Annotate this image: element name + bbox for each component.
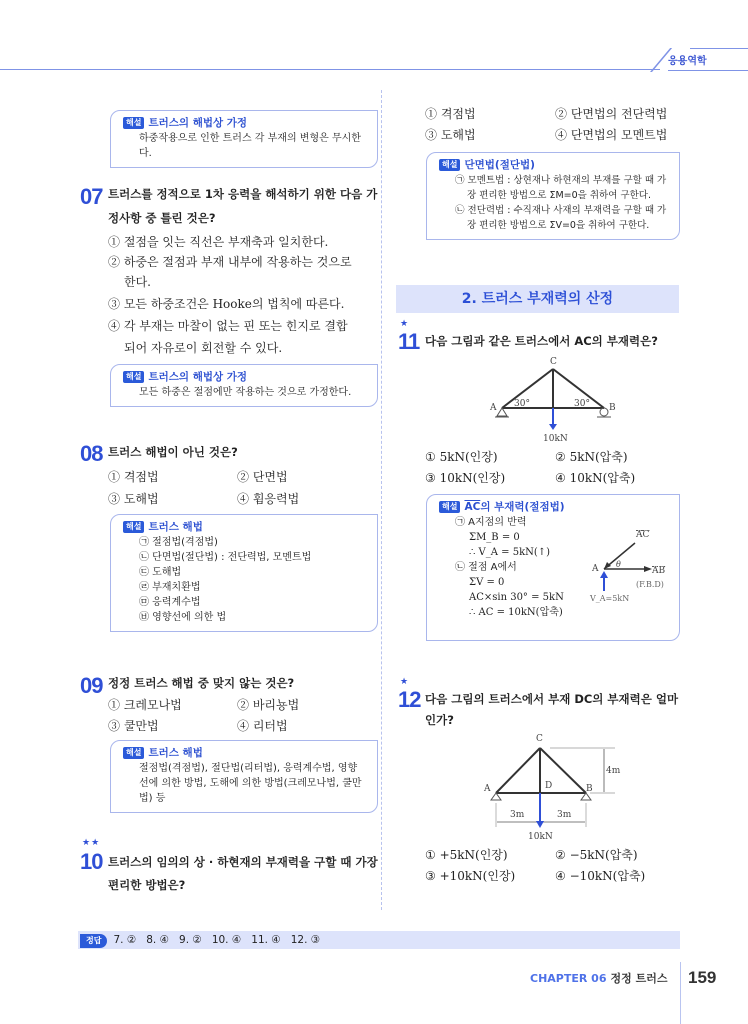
solution-title: 의 부재력(절점법)	[480, 501, 565, 513]
solution-item: ㉥ 영향선에 의한 법	[139, 612, 227, 623]
option-11-3[interactable]: ③ 10kN(인장)	[425, 471, 506, 485]
question-09-text: 정정 트러스 해법 중 맞지 않는 것은?	[108, 676, 295, 690]
option-12-2[interactable]: ② −5kN(압축)	[555, 848, 638, 862]
solution-line: ∴ V_A = 5kN(↑)	[469, 547, 551, 558]
solution-title: 트러스 해법	[148, 521, 203, 533]
truss-figure-11	[470, 350, 640, 445]
option-11-1[interactable]: ① 5kN(인장)	[425, 450, 498, 464]
option-09-4[interactable]: ④ 리터법	[237, 719, 288, 733]
option-07-1[interactable]: ① 절점을 잇는 직선은 부재축과 일치한다.	[108, 235, 329, 249]
option-07-2[interactable]: ② 하중은 절점과 부재 내부에 작용하는 것으로	[108, 255, 352, 269]
solution-item: ㉣ 부재치환법	[139, 582, 201, 593]
fbd-label: (F.B.D)	[636, 580, 664, 589]
solution-line: AC×sin 30° = 5kN	[469, 592, 564, 603]
header-rule	[0, 69, 660, 70]
label-c: C	[550, 357, 557, 367]
label-b: B	[609, 403, 616, 413]
section-heading: 2. 트러스 부재력의 산정	[396, 285, 679, 313]
solution-body: 모든 하중은 절점에만 작용하는 것으로 가정한다.	[139, 387, 352, 398]
solution-badge: 해설	[123, 747, 144, 759]
solution-line: 장 편리한 방법으로 ΣM=0을 취하여 구한다.	[467, 190, 651, 201]
solution-line: ㉡ 절점 A에서	[455, 562, 517, 573]
question-12-line1: 다음 그림의 트러스에서 부재 DC의 부재력은 얼마	[425, 692, 679, 706]
fbd-ab: AB	[652, 566, 666, 576]
question-number-11: 11	[398, 329, 420, 354]
question-number-08: 08	[80, 441, 103, 466]
solution-badge: 해설	[123, 117, 144, 129]
solution-line: ㉡ 전단력법 : 수직재나 사재의 부재력을 구할 때 가	[455, 205, 667, 216]
solution-line: ㉠ A지점의 반력	[455, 517, 527, 528]
option-12-1[interactable]: ① +5kN(인장)	[425, 848, 508, 862]
load-label: 10kN	[528, 832, 553, 842]
option-07-3[interactable]: ③ 모든 하중조건은 Hooke의 법칙에 따른다.	[108, 297, 345, 311]
option-09-1[interactable]: ① 크레모나법	[108, 698, 182, 712]
header-rule-top	[690, 48, 748, 49]
option-11-4[interactable]: ④ 10kN(압축)	[555, 471, 636, 485]
solution-badge: 해설	[439, 159, 460, 171]
difficulty-stars-10: ★★	[82, 838, 101, 848]
footer-chapter	[530, 970, 667, 986]
solution-item: ㉡ 단면법(절단법) : 전단력법, 모멘트법	[139, 552, 312, 563]
option-07-4[interactable]: ④ 각 부재는 마찰이 없는 핀 또는 힌지로 결합	[108, 319, 348, 333]
page-number: 159	[688, 968, 717, 987]
option-12-4[interactable]: ④ −10kN(압축)	[555, 869, 646, 883]
footer-separator	[680, 962, 681, 1024]
angle-b: 30°	[574, 399, 590, 409]
solution-body: 하중작용으로 인한 트러스 각 부재의 변형은 무시한다.	[139, 133, 361, 159]
label-c: C	[536, 734, 543, 744]
solution-box-06	[110, 110, 378, 168]
solution-item: ㉠ 절점법(격점법)	[139, 537, 218, 548]
solution-box-08	[110, 514, 378, 632]
question-10-line2: 편리한 방법은?	[108, 878, 186, 892]
solution-line: 법) 등	[139, 793, 166, 804]
answer-badge: 정답	[80, 934, 107, 948]
solution-line: ΣV = 0	[469, 577, 505, 588]
difficulty-stars-11: ★	[400, 319, 410, 329]
height-label: 4m	[606, 766, 621, 776]
question-07-line2: 정사항 중 틀린 것은?	[108, 211, 216, 225]
question-11-text: 다음 그림과 같은 트러스에서 AC의 부재력은?	[425, 334, 658, 348]
option-10-2[interactable]: ② 단면법의 전단력법	[555, 107, 668, 121]
solution-box-10	[426, 152, 680, 240]
question-number-10: 10	[80, 849, 103, 874]
subject-label: 응용역학	[668, 56, 707, 67]
solution-box-09	[110, 740, 378, 813]
angle-a: 30°	[514, 399, 530, 409]
question-07-line1: 트러스를 정적으로 1차 응력을 해석하기 위한 다음 가	[108, 187, 378, 201]
question-12-line2: 인가?	[425, 713, 454, 727]
fbd-theta: θ	[616, 560, 621, 569]
fbd-ac: AC	[636, 530, 650, 540]
option-08-2[interactable]: ② 단면법	[237, 470, 288, 484]
option-09-3[interactable]: ③ 쿨만법	[108, 719, 159, 733]
option-09-2[interactable]: ② 바리뇽법	[237, 698, 300, 712]
option-12-3[interactable]: ③ +10kN(인장)	[425, 869, 516, 883]
solution-item: ㉤ 응력계수법	[139, 597, 201, 608]
question-number-09: 09	[80, 673, 103, 698]
solution-title: 트러스 해법	[148, 747, 203, 759]
option-08-3[interactable]: ③ 도해법	[108, 492, 159, 506]
solution-line: 장 편리한 방법으로 ΣV=0을 취하여 구한다.	[467, 220, 650, 231]
column-separator	[381, 90, 382, 910]
question-08-text: 트러스 해법이 아닌 것은?	[108, 445, 238, 459]
solution-line: 절점법(격점법), 절단법(리터법), 응력계수법, 영향	[139, 763, 358, 774]
label-b: B	[586, 784, 593, 794]
difficulty-stars-12: ★	[400, 677, 410, 687]
solution-badge: 해설	[123, 371, 144, 383]
solution-line: ㉠ 모멘트법 : 상현재나 하현재의 부재를 구할 때 가	[455, 175, 667, 186]
label-d: D	[545, 781, 553, 791]
option-07-2-cont: 한다.	[124, 275, 151, 289]
fbd-va: V_A=5kN	[590, 594, 630, 603]
question-10-line1: 트러스의 임의의 상 · 하현재의 부재력을 구할 때 가장	[108, 855, 378, 869]
question-number-12: 12	[398, 687, 421, 712]
option-07-4-cont: 되어 자유로이 회전할 수 있다.	[124, 341, 283, 355]
span2-label: 3m	[557, 810, 572, 820]
option-08-1[interactable]: ① 격점법	[108, 470, 159, 484]
option-10-4[interactable]: ④ 단면법의 모멘트법	[555, 128, 668, 142]
solution-line: 선에 의한 방법, 도해에 의한 방법(크레모나법, 쿨만	[139, 778, 362, 789]
answer-key-text: 7. ② 8. ④ 9. ② 10. ④ 11. ④ 12. ③	[113, 934, 321, 946]
option-10-3[interactable]: ③ 도해법	[425, 128, 476, 142]
answer-key-bar	[78, 931, 680, 949]
option-10-1[interactable]: ① 격점법	[425, 107, 476, 121]
load-label: 10kN	[543, 434, 568, 444]
free-body-diagram	[580, 515, 675, 610]
solution-box-07	[110, 364, 378, 407]
solution-title: 트러스의 해법상 가정	[148, 371, 248, 383]
solution-item: ㉢ 도해법	[139, 567, 182, 578]
solution-line: ∴ AC = 10kN(압축)	[469, 607, 563, 618]
solution-title-ac: $\overline{AC}$	[464, 501, 481, 513]
solution-title: 트러스의 해법상 가정	[148, 117, 248, 129]
solution-line: ΣM_B = 0	[469, 532, 520, 543]
fbd-a: A	[592, 564, 599, 574]
chapter-title: 정정 트러스	[610, 972, 668, 985]
solution-badge: 해설	[439, 501, 460, 513]
label-a: A	[484, 784, 491, 794]
header-rule-right	[668, 70, 748, 71]
chapter-label: CHAPTER 06	[530, 972, 607, 985]
label-a: A	[490, 403, 497, 413]
option-08-4[interactable]: ④ 휨응력법	[237, 492, 300, 506]
solution-title: 단면법(절단법)	[464, 159, 535, 171]
question-number-07: 07	[80, 184, 103, 209]
span1-label: 3m	[510, 810, 525, 820]
option-11-2[interactable]: ② 5kN(압축)	[555, 450, 628, 464]
truss-figure-12	[470, 725, 640, 845]
solution-badge: 해설	[123, 521, 144, 533]
